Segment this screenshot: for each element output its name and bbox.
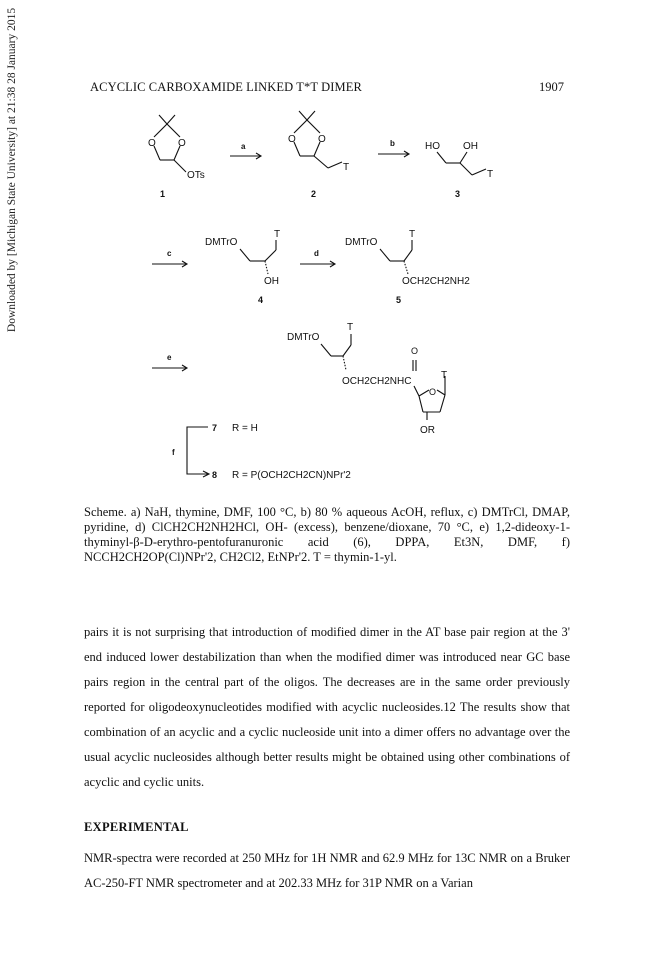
page-number: 1907 — [539, 80, 564, 94]
svg-text:T: T — [441, 370, 448, 381]
compound-number-8: 8 — [212, 470, 218, 480]
r-equals-h: R = H — [232, 423, 258, 434]
svg-text:OR: OR — [420, 425, 435, 436]
reagent-d: d — [314, 249, 319, 258]
body-paragraph-2: NMR-spectra were recorded at 250 MHz for 1H NMR and 62.9 MHz for 13C NMR on a Bruker AC-250-FT NMR spectrometer and at 202.33 MHz for 31P NMR on a Varian — [84, 851, 570, 890]
svg-text:T: T — [409, 229, 416, 240]
compound-number-1: 1 — [160, 189, 166, 199]
svg-text:O: O — [178, 138, 186, 149]
compound-number-5: 5 — [396, 295, 402, 305]
reagent-b: b — [390, 139, 395, 148]
svg-text:DMTrO: DMTrO — [287, 332, 320, 343]
svg-text:O: O — [148, 138, 156, 149]
svg-text:O: O — [288, 134, 296, 145]
compound-3-structure — [425, 141, 493, 199]
body-paragraph-1: pairs it is not surprising that introduction of modified dimer in the AT base pair region at the 3' end induced lower destabilization than when the modified dimer was introduced near GC base pairs region in the central part of the oligos. The decreases are in the same order previously reported for oligodeoxynucleotides modified with acyclic nucleosides.12 The results show that combination of an acyclic and a cyclic nucleoside unit into a dimer offers no advantage over the usual acyclic nucleosides although better results might be obtained using other combinations of acyclic and cyclic units. — [84, 625, 570, 789]
svg-text:T: T — [274, 229, 281, 240]
svg-text:OCH2CH2NH2: OCH2CH2NH2 — [402, 276, 470, 287]
svg-text:T: T — [347, 322, 354, 333]
compound-number-7: 7 — [212, 423, 218, 433]
section-heading-experimental: EXPERIMENTAL — [84, 820, 189, 834]
r-equals-phosphoramidite: R = P(OCH2CH2CN)NPr'2 — [232, 470, 351, 481]
compound-number-3: 3 — [455, 189, 461, 199]
running-title: ACYCLIC CARBOXAMIDE LINKED T*T DIMER — [90, 80, 362, 94]
svg-text:O: O — [429, 387, 437, 397]
reagent-c: c — [167, 249, 172, 258]
reagent-e: e — [167, 353, 172, 362]
compound-number-2: 2 — [311, 189, 317, 199]
reagent-f: f — [172, 448, 175, 457]
svg-text:DMTrO: DMTrO — [205, 237, 238, 248]
compound-number-4: 4 — [258, 295, 264, 305]
svg-text:OH: OH — [463, 141, 478, 152]
svg-text:O: O — [411, 346, 419, 356]
compound-4-structure — [205, 229, 280, 305]
scheme-caption: Scheme. a) NaH, thymine, DMF, 100 °C, b) 80 % aqueous AcOH, reflux, c) DMTrCl, DMAP, pyridine, d) ClCH2CH2NH2HCl, OH- (excess), benzene/dioxane, 70 °C, e) 1,2-dideoxy-1-thyminyl-β-D-erythro-pentofuranuronic acid (6), DPPA, Et3N, DMF, f) NCCH2CH2OP(Cl)NPr'2, CH2Cl2, EtNPr'2. T = thymin-1-yl. — [84, 505, 570, 564]
svg-text:HO: HO — [425, 141, 440, 152]
step-f-bracket — [172, 423, 351, 481]
ots-label: OTs — [187, 170, 205, 181]
download-watermark: Downloaded by [Michigan State University] at 21:38 28 January 2015 — [6, 7, 18, 333]
svg-text:OH: OH — [264, 276, 279, 287]
dimer-structure — [287, 322, 447, 436]
svg-text:T: T — [487, 169, 494, 180]
compound-5-structure — [345, 229, 470, 305]
reagent-a: a — [241, 142, 246, 151]
compound-2-structure — [288, 111, 349, 199]
svg-text:OCH2CH2NHC: OCH2CH2NHC — [342, 376, 412, 387]
svg-text:O: O — [318, 134, 326, 145]
compound-1-structure — [148, 115, 205, 199]
svg-text:T: T — [343, 162, 350, 173]
svg-text:DMTrO: DMTrO — [345, 237, 378, 248]
